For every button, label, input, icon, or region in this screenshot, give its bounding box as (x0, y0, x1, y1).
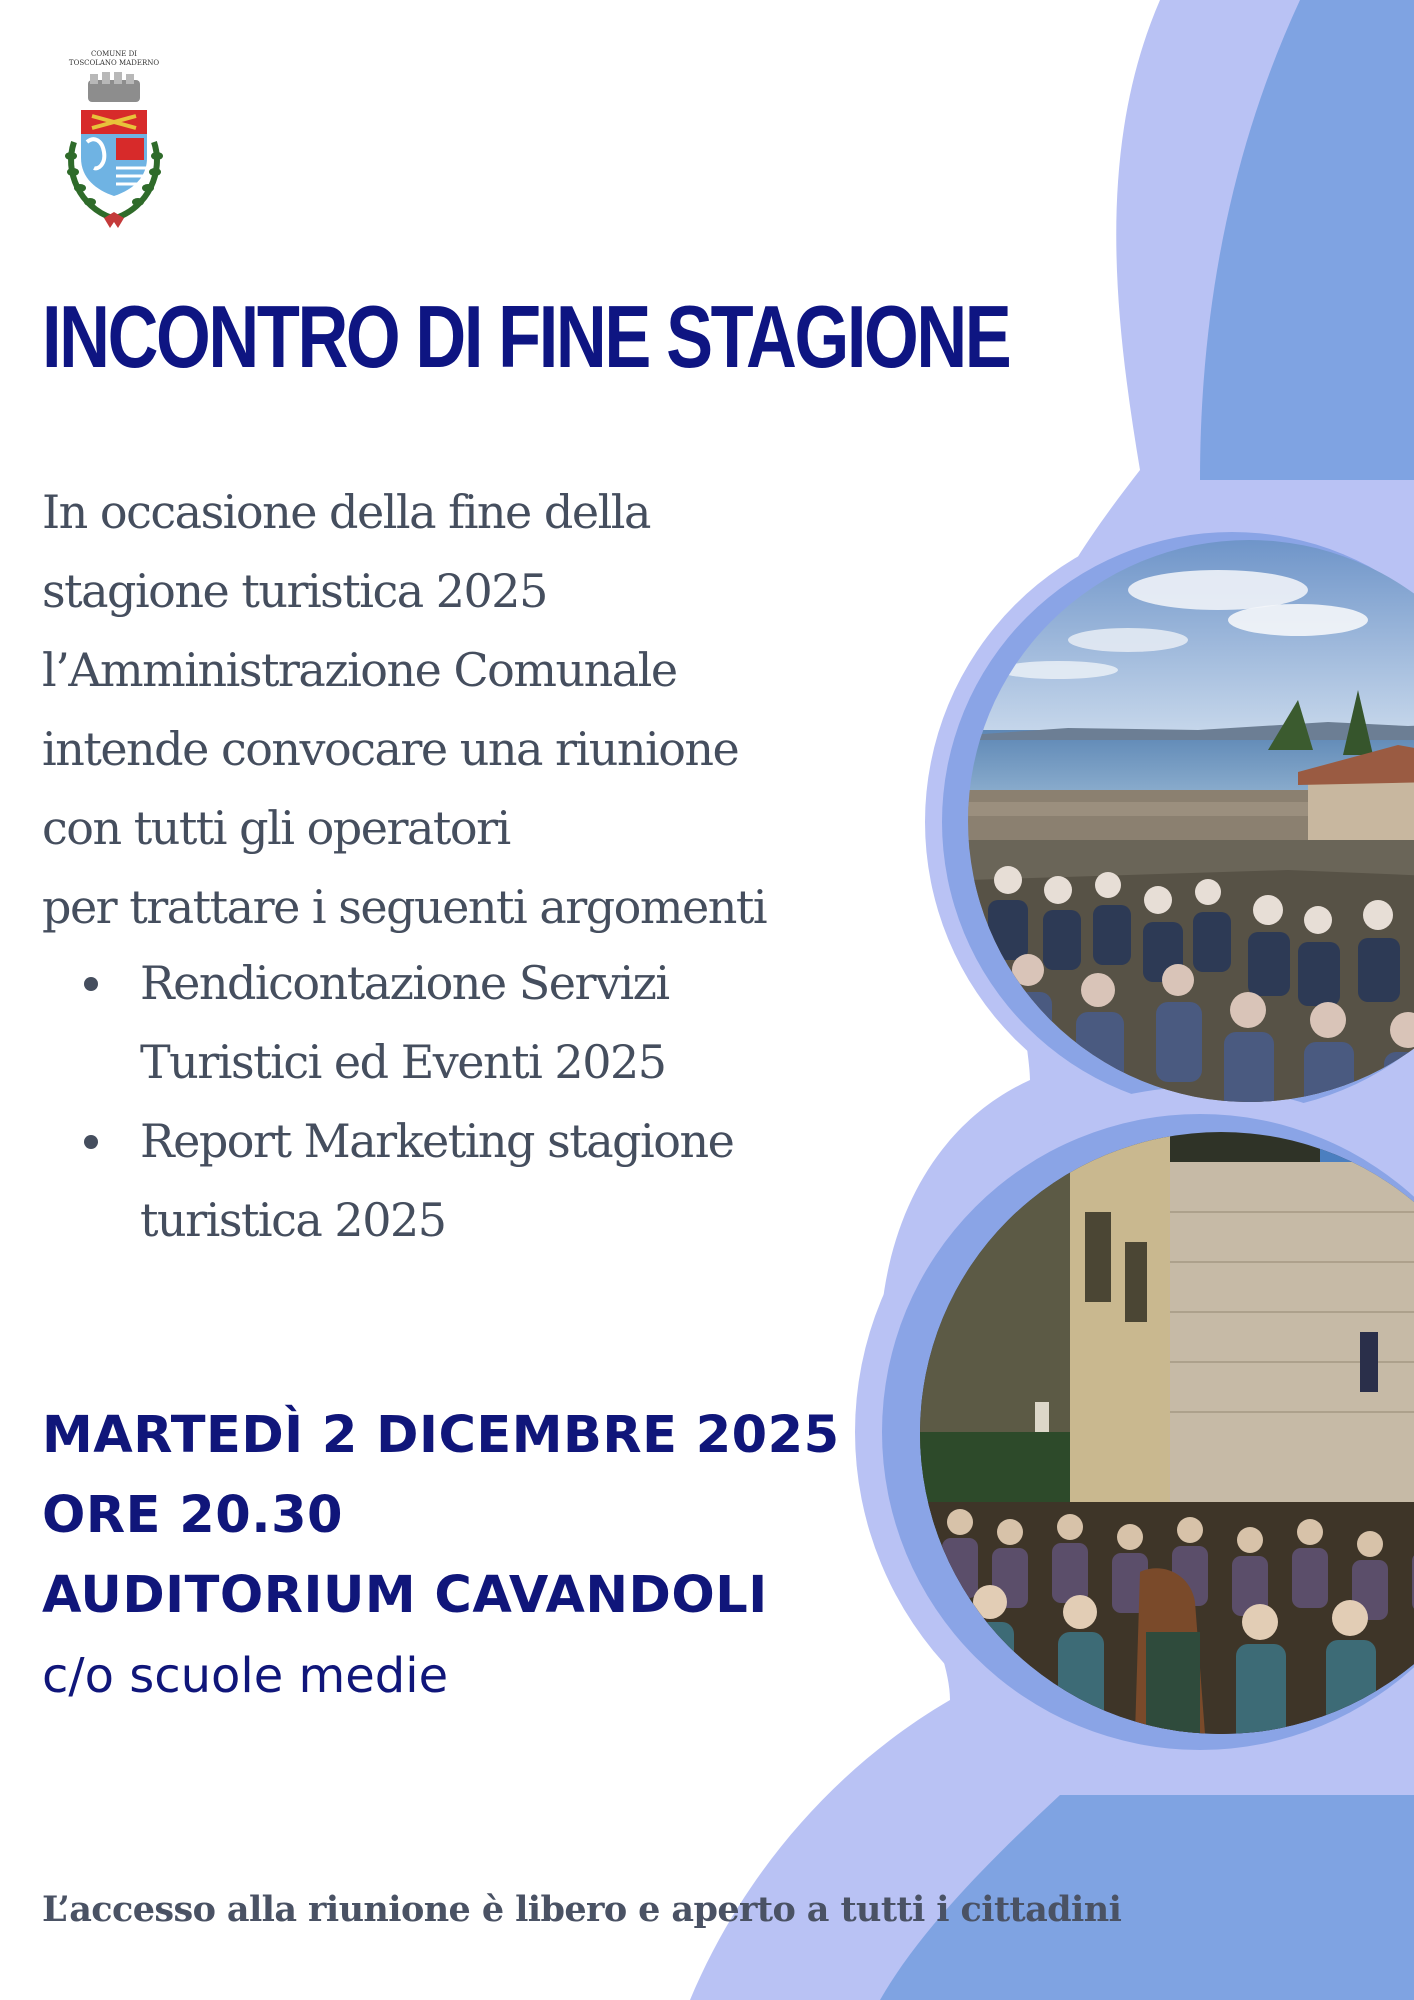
topics-list (82, 944, 862, 1260)
event-details (42, 1396, 862, 1716)
intro-line: l’Amministrazione Comunale (42, 643, 677, 697)
topic-item (82, 1102, 862, 1260)
crest-caption-line1: COMUNE DI (91, 50, 137, 58)
bullet-icon (84, 1135, 98, 1149)
topic-line: Report Marketing stagione (140, 1114, 734, 1168)
topic-line: turistica 2025 (140, 1193, 446, 1247)
intro-line: per trattare i seguenti argomenti (42, 880, 767, 934)
event-time: ORE 20.30 (42, 1486, 344, 1545)
topic-line: Turistici ed Eventi 2025 (140, 1035, 666, 1089)
event-venue: AUDITORIUM CAVANDOLI (42, 1566, 768, 1625)
intro-line: stagione turistica 2025 (42, 564, 547, 618)
intro-line: In occasione della fine della (42, 485, 650, 539)
topic-line: Rendicontazione Servizi (140, 956, 669, 1010)
crest-caption-line2: TOSCOLANO MADERNO (68, 59, 160, 67)
event-date: MARTEDÌ 2 DICEMBRE 2025 (42, 1406, 840, 1465)
page-title: INCONTRO DI FINE STAGIONE (42, 287, 1010, 386)
bullet-icon (84, 977, 98, 991)
intro-paragraph (42, 473, 902, 947)
crest-caption (54, 50, 174, 68)
intro-line: con tutti gli operatori (42, 801, 510, 855)
event-venue-note: c/o scuole medie (42, 1648, 449, 1704)
access-note: L’accesso alla riunione è libero e aperto a tutti i cittadini (42, 1889, 1122, 1930)
intro-line: intende convocare una riunione (42, 722, 739, 776)
crest-emblem-icon (54, 72, 174, 232)
topic-item (82, 944, 862, 1102)
municipal-crest (54, 50, 174, 230)
